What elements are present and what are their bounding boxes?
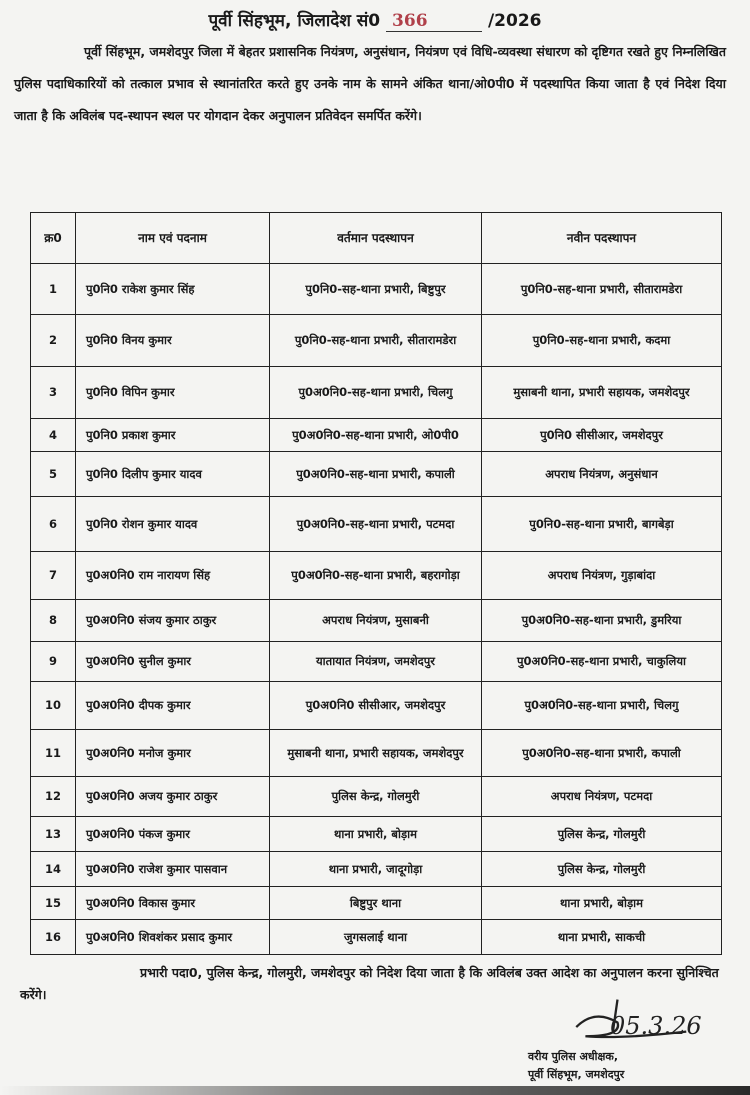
cell-name: पु0अ0नि0 मनोज कुमार bbox=[76, 730, 270, 777]
cell-current-posting: मुसाबनी थाना, प्रभारी सहायक, जमशेदपुर bbox=[270, 730, 482, 777]
table-row bbox=[31, 367, 722, 419]
cell-new-posting: पु0नि0-सह-थाना प्रभारी, सीतारामडेरा bbox=[482, 264, 722, 315]
cell-serial: 8 bbox=[31, 600, 76, 642]
cell-serial: 4 bbox=[31, 419, 76, 452]
cell-new-posting: थाना प्रभारी, बोड़ाम bbox=[482, 887, 722, 920]
designation-line1: वरीय पुलिस अधीक्षक, bbox=[528, 1050, 619, 1063]
signature-date: 05.3.26 bbox=[610, 1012, 702, 1040]
cell-name: पु0नि0 दिलीप कुमार यादव bbox=[76, 452, 270, 497]
cell-serial: 9 bbox=[31, 642, 76, 682]
designation-line2: पूर्वी सिंहभूम, जमशेदपुर bbox=[528, 1068, 625, 1081]
cell-current-posting: पु0अ0नि0-सह-थाना प्रभारी, कपाली bbox=[270, 452, 482, 497]
table-row bbox=[31, 730, 722, 777]
table-row bbox=[31, 452, 722, 497]
cell-current-posting: पु0अ0नि0 सीसीआर, जमशेदपुर bbox=[270, 682, 482, 730]
cell-name: पु0अ0नि0 पंकज कुमार bbox=[76, 817, 270, 852]
cell-serial: 16 bbox=[31, 920, 76, 955]
cell-serial: 2 bbox=[31, 315, 76, 367]
col-name: नाम एवं पदनाम bbox=[76, 213, 270, 264]
cell-serial: 11 bbox=[31, 730, 76, 777]
cell-current-posting: पु0अ0नि0-सह-थाना प्रभारी, पटमदा bbox=[270, 497, 482, 552]
table-header-row bbox=[31, 213, 722, 264]
cell-current-posting: अपराध नियंत्रण, मुसाबनी bbox=[270, 600, 482, 642]
order-year: /2026 bbox=[487, 11, 542, 31]
cell-name: पु0अ0नि0 राजेश कुमार पासवान bbox=[76, 852, 270, 887]
cell-serial: 12 bbox=[31, 777, 76, 817]
cell-current-posting: पु0अ0नि0-सह-थाना प्रभारी, ओ0पी0 bbox=[270, 419, 482, 452]
table-row bbox=[31, 887, 722, 920]
cell-new-posting: अपराध नियंत्रण, गुड़ाबांदा bbox=[482, 552, 722, 600]
table-row bbox=[31, 552, 722, 600]
cell-name: पु0अ0नि0 दीपक कुमार bbox=[76, 682, 270, 730]
cell-current-posting: जुगसलाई थाना bbox=[270, 920, 482, 955]
cell-new-posting: पुलिस केन्द्र, गोलमुरी bbox=[482, 852, 722, 887]
cell-new-posting: पु0अ0नि0-सह-थाना प्रभारी, चिलगु bbox=[482, 682, 722, 730]
transfer-table bbox=[30, 212, 722, 955]
table-row bbox=[31, 642, 722, 682]
cell-new-posting: पु0नि0-सह-थाना प्रभारी, कदमा bbox=[482, 315, 722, 367]
cell-current-posting: थाना प्रभारी, जादूगोड़ा bbox=[270, 852, 482, 887]
cell-current-posting: पु0अ0नि0-सह-थाना प्रभारी, बहरागोड़ा bbox=[270, 552, 482, 600]
cell-new-posting: पु0अ0नि0-सह-थाना प्रभारी, डुमरिया bbox=[482, 600, 722, 642]
table-row bbox=[31, 315, 722, 367]
cell-name: पु0अ0नि0 संजय कुमार ठाकुर bbox=[76, 600, 270, 642]
col-current-posting: वर्तमान पदस्थापन bbox=[270, 213, 482, 264]
scan-shadow bbox=[0, 1086, 750, 1095]
table-row bbox=[31, 682, 722, 730]
cell-name: पु0नि0 राकेश कुमार सिंह bbox=[76, 264, 270, 315]
cell-serial: 7 bbox=[31, 552, 76, 600]
signing-officer bbox=[525, 1048, 627, 1084]
cell-current-posting: पु0अ0नि0-सह-थाना प्रभारी, चिलगु bbox=[270, 367, 482, 419]
cell-name: पु0अ0नि0 राम नारायण सिंह bbox=[76, 552, 270, 600]
footer-paragraph: प्रभारी पदा0, पुलिस केन्द्र, गोलमुरी, जमशेदपुर को निदेश दिया जाता है कि अविलंब उक्त आदेश का अनुपालन करना सुनिश्चित करेंगे। bbox=[20, 965, 719, 1002]
cell-serial: 6 bbox=[31, 497, 76, 552]
cell-new-posting: मुसाबनी थाना, प्रभारी सहायक, जमशेदपुर bbox=[482, 367, 722, 419]
cell-name: पु0नि0 रोशन कुमार यादव bbox=[76, 497, 270, 552]
cell-new-posting: पुलिस केन्द्र, गोलमुरी bbox=[482, 817, 722, 852]
table-row bbox=[31, 264, 722, 315]
table-row bbox=[31, 600, 722, 642]
cell-serial: 14 bbox=[31, 852, 76, 887]
table-row bbox=[31, 817, 722, 852]
cell-new-posting: पु0अ0नि0-सह-थाना प्रभारी, कपाली bbox=[482, 730, 722, 777]
order-title bbox=[0, 8, 750, 32]
cell-current-posting: पु0नि0-सह-थाना प्रभारी, बिष्टुपुर bbox=[270, 264, 482, 315]
cell-name: पु0अ0नि0 विकास कुमार bbox=[76, 887, 270, 920]
cell-current-posting: पु0नि0-सह-थाना प्रभारी, सीतारामडेरा bbox=[270, 315, 482, 367]
cell-name: पु0अ0नि0 सुनील कुमार bbox=[76, 642, 270, 682]
cell-name: पु0नि0 प्रकाश कुमार bbox=[76, 419, 270, 452]
cell-new-posting: अपराध नियंत्रण, पटमदा bbox=[482, 777, 722, 817]
cell-new-posting: पु0नि0-सह-थाना प्रभारी, बागबेड़ा bbox=[482, 497, 722, 552]
cell-name: पु0अ0नि0 अजय कुमार ठाकुर bbox=[76, 777, 270, 817]
cell-current-posting: बिष्टुपुर थाना bbox=[270, 887, 482, 920]
cell-name: पु0नि0 विपिन कुमार bbox=[76, 367, 270, 419]
table-row bbox=[31, 497, 722, 552]
order-number: 366 bbox=[386, 11, 482, 32]
cell-serial: 3 bbox=[31, 367, 76, 419]
cell-current-posting: पुलिस केन्द्र, गोलमुरी bbox=[270, 777, 482, 817]
cell-serial: 5 bbox=[31, 452, 76, 497]
cell-serial: 13 bbox=[31, 817, 76, 852]
intro-paragraph: पूर्वी सिंहभूम, जमशेदपुर जिला में बेहतर प्रशासनिक नियंत्रण, अनुसंधान, नियंत्रण एवं विधि-व्यवस्था संधारण को दृष्टिगत रखते हुए निम्नलिखित पुलिस पदाधिकारियों को तत्काल प्रभाव से स्थानांतरित करते हुए उनके नाम के सामने अंकित थाना/ओ0पी0 में पदस्थापित किया जाता है एवं निदेश दिया जाता है कि अविलंब पद-स्थापन स्थल पर योगदान देकर अनुपालन प्रतिवेदन समर्पित करेंगे। bbox=[14, 44, 726, 123]
cell-serial: 15 bbox=[31, 887, 76, 920]
cell-new-posting: थाना प्रभारी, साकची bbox=[482, 920, 722, 955]
table-row bbox=[31, 777, 722, 817]
cell-new-posting: पु0अ0नि0-सह-थाना प्रभारी, चाकुलिया bbox=[482, 642, 722, 682]
title-prefix: पूर्वी सिंहभूम, जिलादेश सं0 bbox=[208, 11, 381, 31]
cell-current-posting: थाना प्रभारी, बोड़ाम bbox=[270, 817, 482, 852]
cell-new-posting: अपराध नियंत्रण, अनुसंधान bbox=[482, 452, 722, 497]
cell-current-posting: यातायात नियंत्रण, जमशेदपुर bbox=[270, 642, 482, 682]
table-row bbox=[31, 419, 722, 452]
cell-serial: 1 bbox=[31, 264, 76, 315]
table-row bbox=[31, 920, 722, 955]
table-row bbox=[31, 852, 722, 887]
cell-new-posting: पु0नि0 सीसीआर, जमशेदपुर bbox=[482, 419, 722, 452]
col-serial: क्र0 bbox=[31, 213, 76, 264]
cell-name: पु0अ0नि0 शिवशंकर प्रसाद कुमार bbox=[76, 920, 270, 955]
col-new-posting: नवीन पदस्थापन bbox=[482, 213, 722, 264]
cell-serial: 10 bbox=[31, 682, 76, 730]
cell-name: पु0नि0 विनय कुमार bbox=[76, 315, 270, 367]
